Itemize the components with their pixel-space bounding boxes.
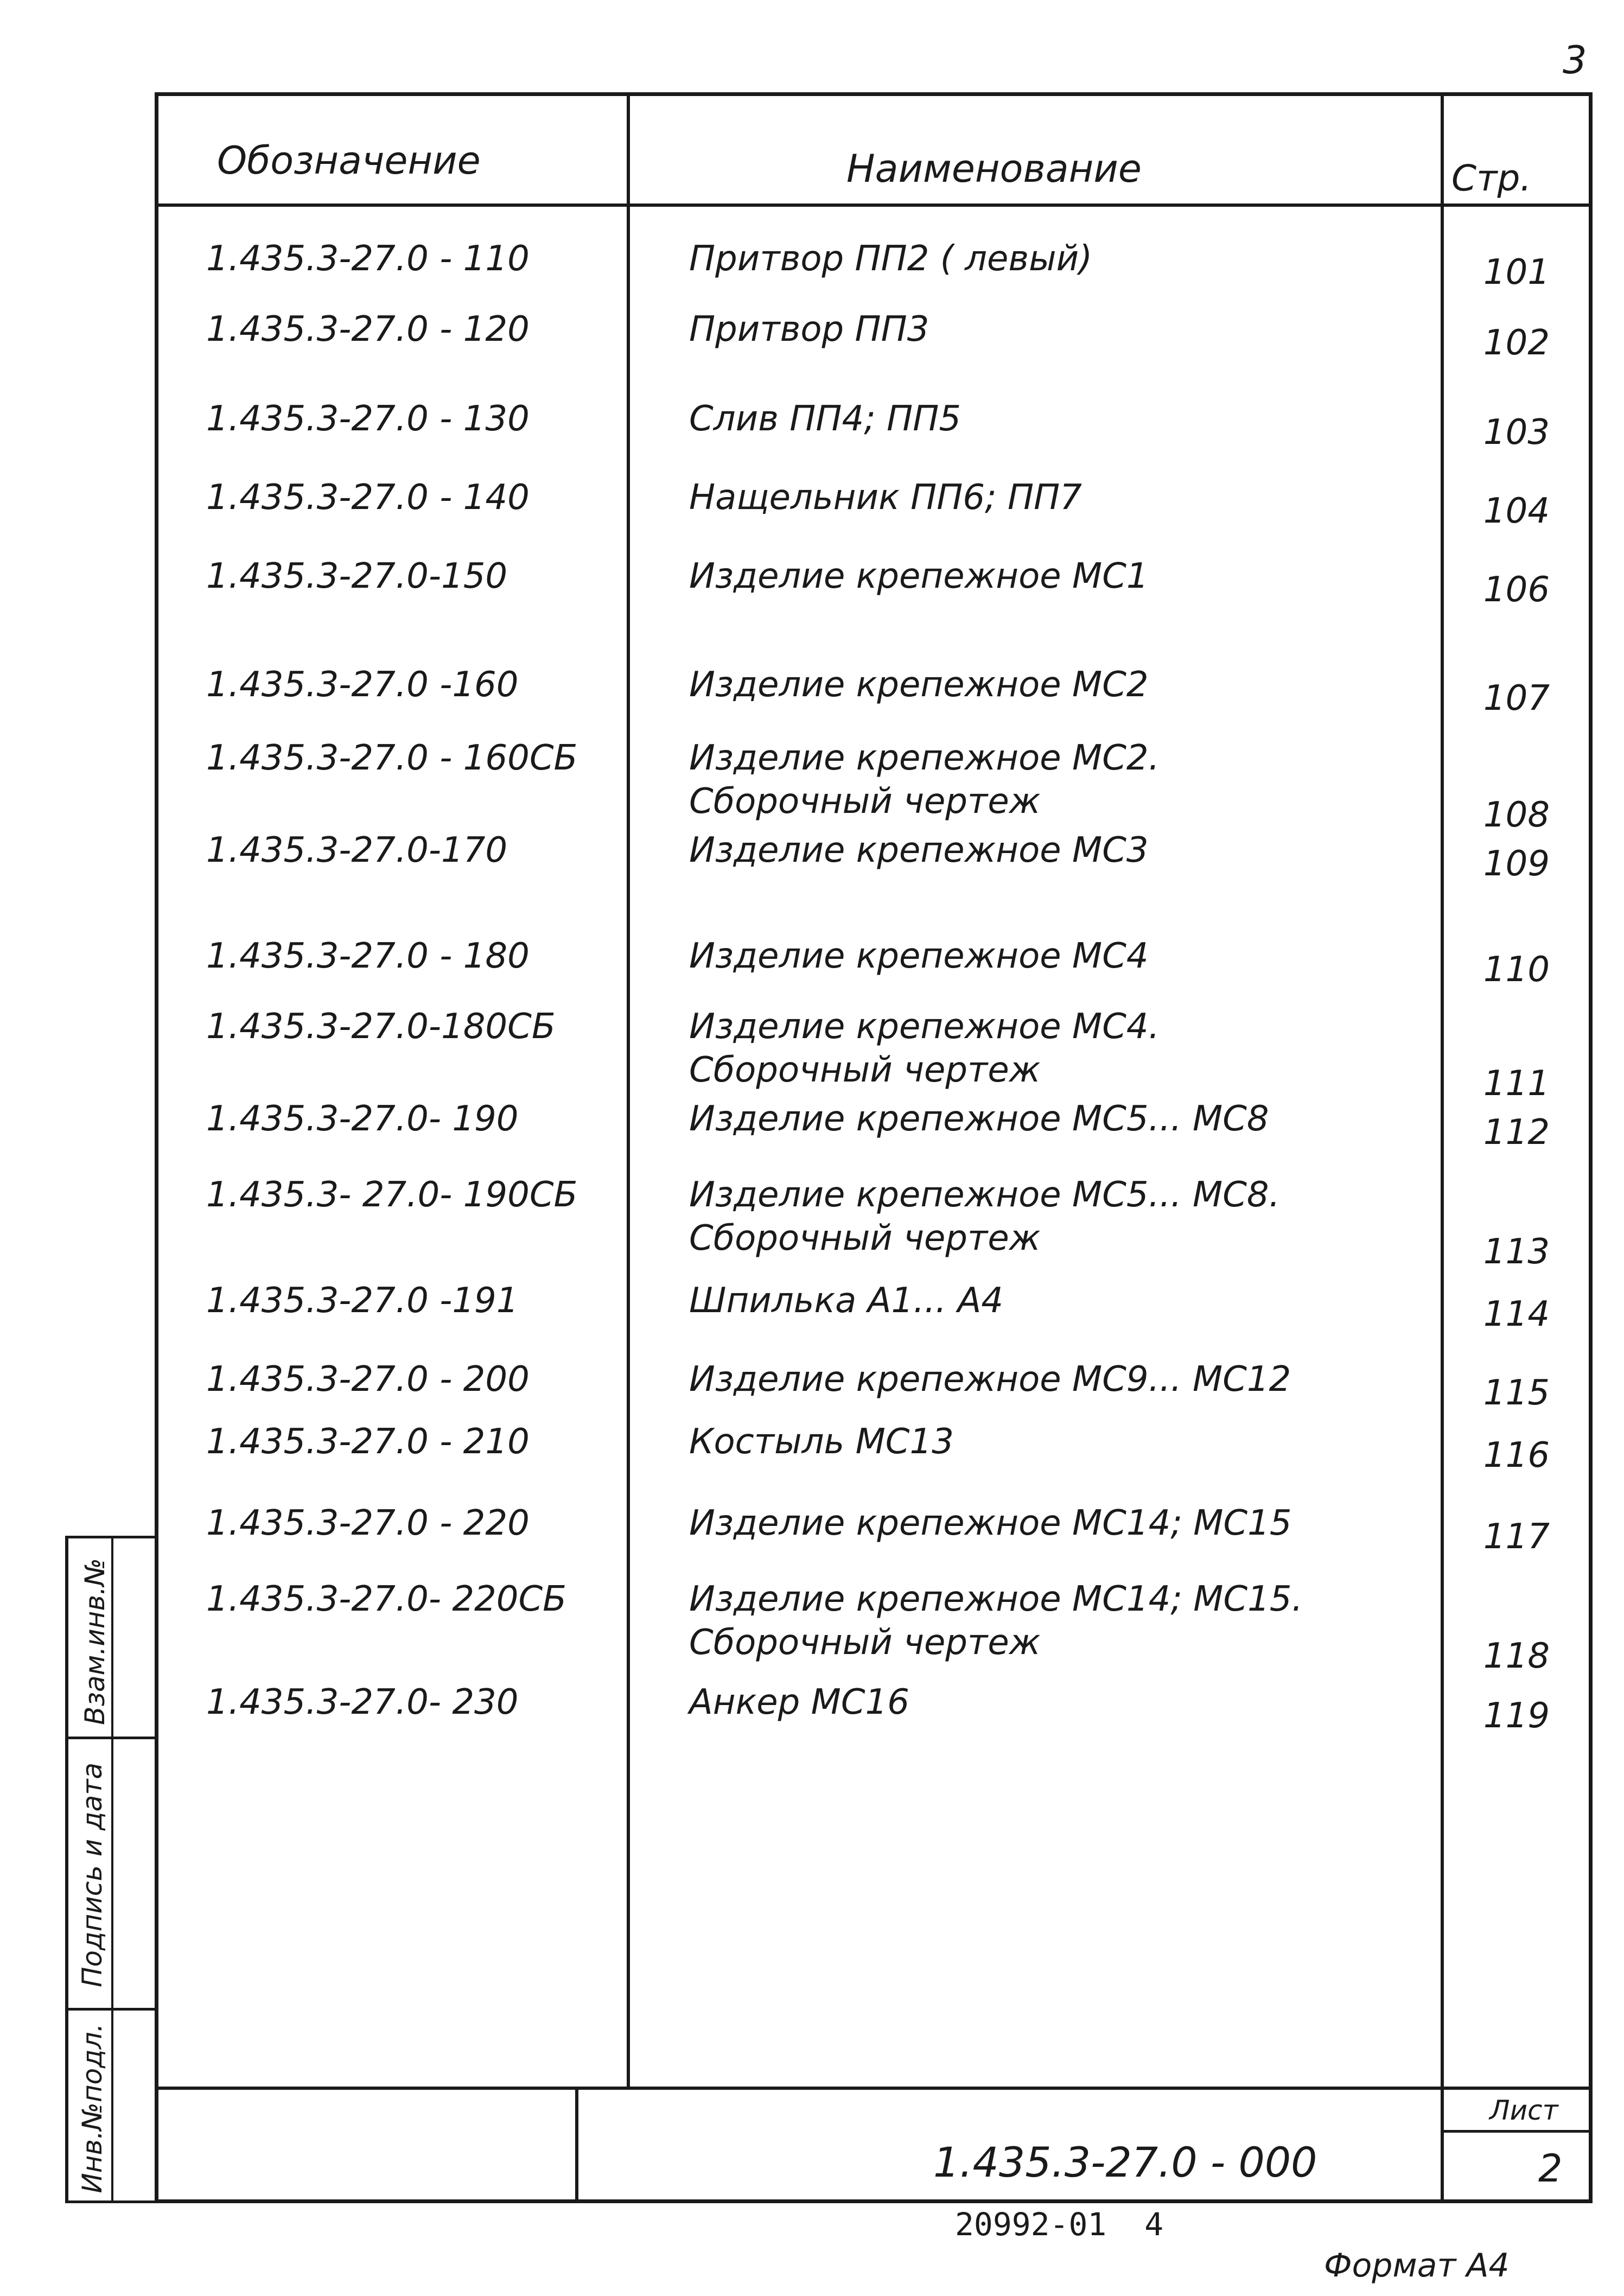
row-name: Изделие крепежное МС9... МС12 <box>689 1359 1291 1400</box>
header-page: Стр. <box>1451 157 1532 199</box>
row-name: Изделие крепежное МС5... МС8 <box>689 1099 1269 1139</box>
row-code: 1.435.3-27.0- 220СБ <box>206 1579 567 1619</box>
frame-right <box>1589 92 1593 2203</box>
row-code: 1.435.3-27.0 -191 <box>206 1281 519 1321</box>
row-name: Изделие крепежное МС4. <box>689 1007 1160 1047</box>
row-code: 1.435.3-27.0 - 130 <box>206 399 530 439</box>
row-name: Изделие крепежное МС4 <box>689 936 1149 976</box>
row-name: Нащельник ПП6; ПП7 <box>689 478 1082 518</box>
row-page: 108 <box>1483 795 1550 835</box>
archive-number: 20992-01 4 <box>955 2206 1164 2243</box>
row-code: 1.435.3-27.0-170 <box>206 830 508 870</box>
row-name: Изделие крепежное МС1 <box>689 556 1149 596</box>
side-stamp-left <box>65 1536 68 2203</box>
sheet-corner-number: 3 <box>1563 38 1588 82</box>
side-stamp-sign-date: Подпись и дата <box>77 1762 108 1988</box>
header-name: Наименование <box>846 147 1142 191</box>
row-page: 116 <box>1483 1435 1550 1475</box>
title-block-divider <box>575 2087 578 2200</box>
row-page: 111 <box>1483 1064 1550 1104</box>
row-page: 101 <box>1483 252 1550 292</box>
header-rule <box>155 203 1593 207</box>
row-name-continuation: Сборочный чертеж <box>689 1623 1041 1663</box>
row-code: 1.435.3-27.0- 190 <box>206 1099 519 1139</box>
row-name: Изделие крепежное МС14; МС15. <box>689 1579 1303 1619</box>
col-divider-1 <box>627 92 630 2087</box>
row-name: Изделие крепежное МС2. <box>689 738 1160 778</box>
sheet-number: 2 <box>1538 2146 1563 2191</box>
row-page: 115 <box>1483 1373 1550 1413</box>
row-page: 103 <box>1483 412 1550 453</box>
row-name: Слив ПП4; ПП5 <box>689 399 961 439</box>
row-page: 106 <box>1483 570 1550 610</box>
sheet-label: Лист <box>1489 2095 1558 2126</box>
row-page: 104 <box>1483 491 1550 531</box>
row-name-continuation: Сборочный чертеж <box>689 781 1041 822</box>
row-code: 1.435.3-27.0-150 <box>206 556 508 596</box>
row-name: Анкер МС16 <box>689 1682 909 1722</box>
row-name: Изделие крепежное МС2 <box>689 665 1149 705</box>
row-page: 117 <box>1483 1517 1550 1557</box>
header-designation: Обозначение <box>217 138 481 183</box>
row-code: 1.435.3- 27.0- 190СБ <box>206 1175 578 1215</box>
row-name: Изделие крепежное МС3 <box>689 830 1149 870</box>
frame-top <box>155 92 1593 96</box>
row-name: Притвор ПП3 <box>689 309 929 349</box>
row-page: 119 <box>1483 1696 1550 1736</box>
row-page: 118 <box>1483 1636 1550 1676</box>
row-code: 1.435.3-27.0 - 120 <box>206 309 530 349</box>
row-page: 109 <box>1483 844 1550 884</box>
row-code: 1.435.3-27.0 - 220 <box>206 1503 530 1543</box>
frame-bottom <box>155 2199 1593 2203</box>
row-page: 110 <box>1483 950 1550 990</box>
row-name: Изделие крепежное МС14; МС15 <box>689 1503 1292 1543</box>
row-code: 1.435.3-27.0-180СБ <box>206 1007 556 1047</box>
doc-code: 1.435.3-27.0 - 000 <box>933 2138 1317 2186</box>
row-name-continuation: Сборочный чертеж <box>689 1050 1041 1090</box>
title-block-top <box>155 2087 1593 2090</box>
row-page: 113 <box>1483 1232 1550 1272</box>
row-name: Притвор ПП2 ( левый) <box>689 239 1093 279</box>
row-code: 1.435.3-27.0 - 160СБ <box>206 738 578 778</box>
row-page: 107 <box>1483 678 1550 718</box>
sheet-cell-divider <box>1441 2130 1593 2133</box>
row-code: 1.435.3-27.0 - 200 <box>206 1359 530 1400</box>
row-name: Шпилька А1... А4 <box>689 1281 1004 1321</box>
row-code: 1.435.3-27.0 - 210 <box>206 1422 530 1462</box>
row-page: 114 <box>1483 1294 1550 1334</box>
row-code: 1.435.3-27.0- 230 <box>206 1682 519 1722</box>
side-stamp-replace-inv: Взам.инв.№ <box>79 1558 111 1725</box>
col-divider-2 <box>1441 92 1444 2200</box>
frame-left <box>155 92 158 2203</box>
row-name: Костыль МС13 <box>689 1422 954 1462</box>
row-page: 102 <box>1483 323 1550 363</box>
row-page: 112 <box>1483 1112 1550 1153</box>
row-code: 1.435.3-27.0 -160 <box>206 665 519 705</box>
row-code: 1.435.3-27.0 - 180 <box>206 936 530 976</box>
row-name: Изделие крепежное МС5... МС8. <box>689 1175 1280 1215</box>
side-stamp-inv-orig: Инв.№подл. <box>77 2023 108 2193</box>
row-code: 1.435.3-27.0 - 140 <box>206 478 530 518</box>
row-name-continuation: Сборочный чертеж <box>689 1218 1041 1258</box>
row-code: 1.435.3-27.0 - 110 <box>206 239 530 279</box>
format-label: Формат А4 <box>1324 2247 1510 2285</box>
